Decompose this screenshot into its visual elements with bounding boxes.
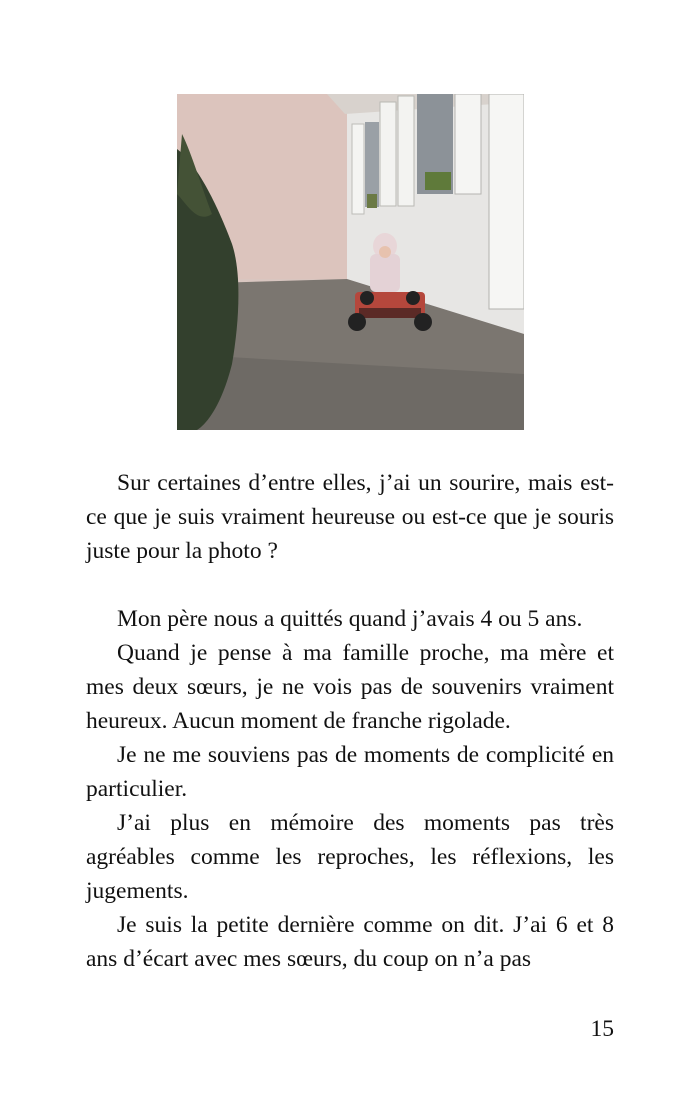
paragraph: J’ai plus en mémoire des moments pas très agréables comme les reproches, les réflexions, les jugements. [86,810,614,904]
paragraph: Mon père nous a quittés quand j’avais 4 ou 5 ans. [117,606,583,632]
paragraph: Je ne me souviens pas de moments de complicité en particulier. [86,742,614,802]
paragraph: Sur certaines d’entre elles, j’ai un sourire, mais est-ce que je suis vraiment heureuse ou est-ce que je souris juste pour la photo ? [86,470,614,564]
paragraph: Quand je pense à ma famille proche, ma mère et mes deux sœurs, je ne vois pas de souvenirs vraiment heureux. Aucun moment de franche rigolade. [86,640,614,734]
body-text [86,466,614,976]
paragraph: Je suis la petite dernière comme on dit. J’ai 6 et 8 ans d’écart avec mes sœurs, du coup on n’a pas [86,912,614,972]
page-number: 15 [590,1016,614,1042]
photo [177,94,524,430]
